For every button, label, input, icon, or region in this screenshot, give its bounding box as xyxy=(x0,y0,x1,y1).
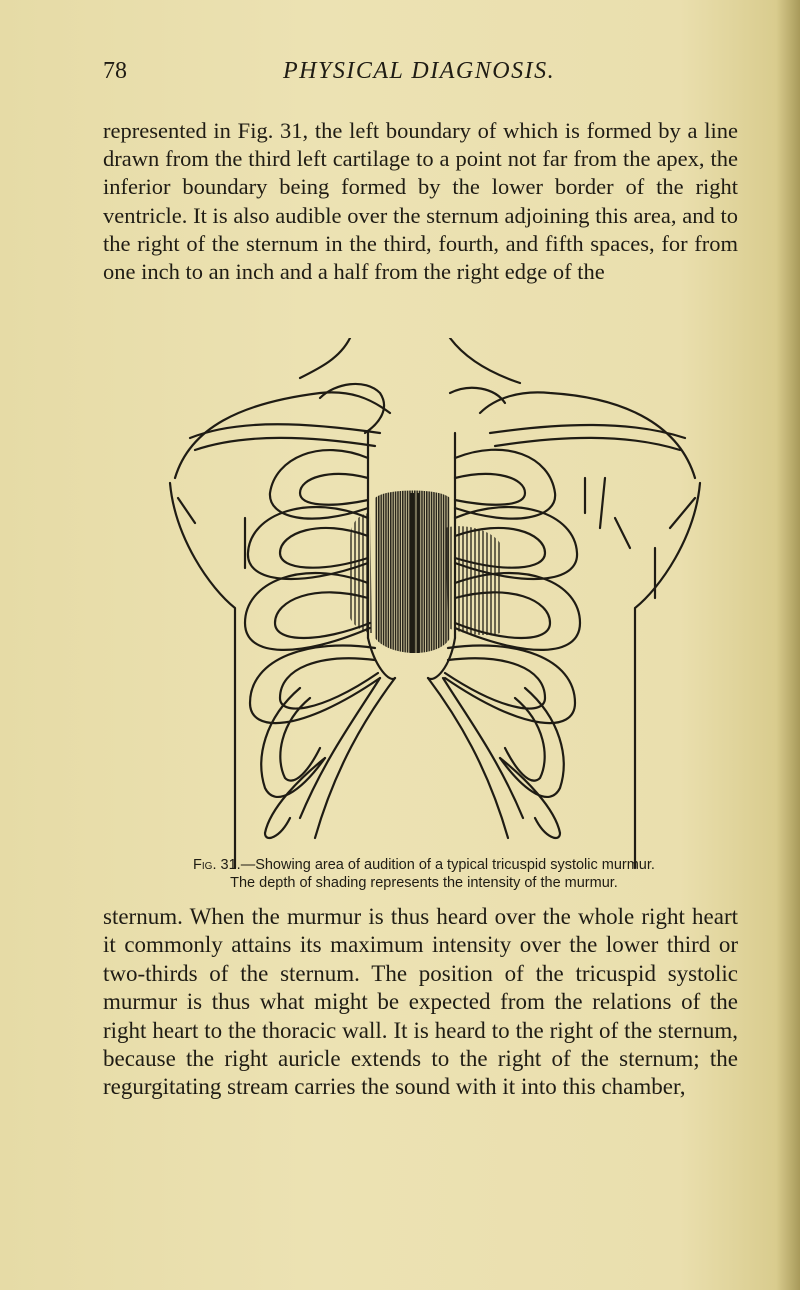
page-number: 78 xyxy=(103,58,127,84)
figure-thorax-illustration xyxy=(150,338,720,878)
figure-label: Fig. 31. xyxy=(193,857,241,873)
body-paragraph-top: represented in Fig. 31, the left boundary of which is formed by a line drawn from the third left cartilage to a point not far from the apex, the inferior boundary being formed by the lower border of the right ventricle. It is also audible over the sternum adjoining this area, and to the right of the sternum in the third, fourth, and fifth spaces, for from one inch to an inch and a half from the right edge of the xyxy=(103,118,738,285)
shoulder-left xyxy=(175,392,390,478)
caption-line-2: The depth of shading represents the intensity of the murmur. xyxy=(230,875,618,891)
figure-caption xyxy=(124,856,724,892)
neck-line-right xyxy=(450,338,520,383)
shoulder-right xyxy=(480,392,695,478)
page-header xyxy=(103,58,743,94)
running-title: PHYSICAL DIAGNOSIS. xyxy=(283,58,556,84)
body-paragraph-bottom: sternum. When the murmur is thus heard over the whole right heart it commonly attains its maximum intensity over the lower third or two-thirds of the sternum. The position of the tricuspid systolic murmur is thus what might be expected from the relations of the right heart to the thoracic wall. It is heard to the right of the sternum, because the right auricle extends to the right of the sternum; the regurgitating stream carries the sound with it into this chamber, xyxy=(103,904,738,1100)
caption-line-1: —Showing area of audition of a typical tricuspid systolic murmur. xyxy=(240,857,655,873)
neck-line-left xyxy=(300,338,350,378)
body-outline-right xyxy=(635,483,700,868)
thorax-diagram xyxy=(150,338,720,878)
body-outline-left xyxy=(170,483,235,868)
